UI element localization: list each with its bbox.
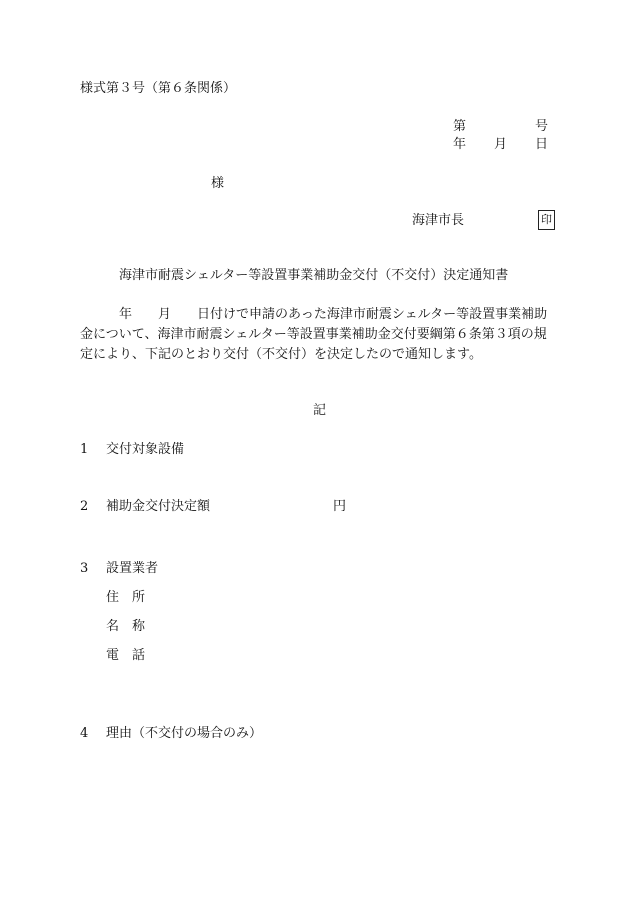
ki-heading: 記 [313,403,327,418]
item-4-number: 4 [80,726,89,741]
contractor-phone-b: 話 [132,648,146,663]
body-paragraph [80,305,554,365]
ref-dai: 第 [453,119,467,134]
body-line-1 [80,305,554,325]
date-nen: 年 [453,137,467,152]
item-1-number: 1 [80,442,89,457]
item-1-label: 交付対象設備 [106,442,185,457]
contractor-address [106,589,145,607]
form-label: 様式第３号（第６条関係） [80,81,237,96]
addressee-sama: 様 [211,176,225,191]
contractor-phone [106,647,145,665]
contractor-name-a: 名 [106,619,120,634]
ref-gou: 号 [535,119,549,134]
body-line-3: 定により、下記のとおり交付（不交付）を決定したので通知します。 [80,347,482,362]
item-3-number: 3 [80,561,89,576]
body-tsuki: 月 [158,307,172,322]
item-2 [80,498,210,516]
document-title: 海津市耐震シェルター等設置事業補助金交付（不交付）決定通知書 [119,268,509,283]
item-4-label: 理由（不交付の場合のみ） [106,726,263,741]
item-4 [80,725,262,743]
body-line-2: 金について、海津市耐震シェルター等設置事業補助金交付要綱第６条第３項の規 [80,327,547,342]
date-hi: 日 [535,137,549,152]
issuer-name: 海津市長 [412,213,465,228]
seal-stamp-icon: 印 [538,210,555,230]
item-2-label: 補助金交付決定額 [106,499,211,514]
contractor-address-a: 住 [106,590,120,605]
item-2-unit: 円 [333,499,347,514]
date-tsuki: 月 [494,137,508,152]
item-3-label: 設置業者 [106,561,159,576]
item-2-number: 2 [80,499,89,514]
body-nen: 年 [119,307,133,322]
contractor-name-b: 称 [132,619,146,634]
body-line-1-rest: 日付けで申請のあった海津市耐震シェルター等設置事業補助 [197,307,548,322]
contractor-address-b: 所 [132,590,146,605]
contractor-name [106,618,145,636]
contractor-phone-a: 電 [106,648,120,663]
item-3 [80,560,158,578]
item-1 [80,441,184,459]
